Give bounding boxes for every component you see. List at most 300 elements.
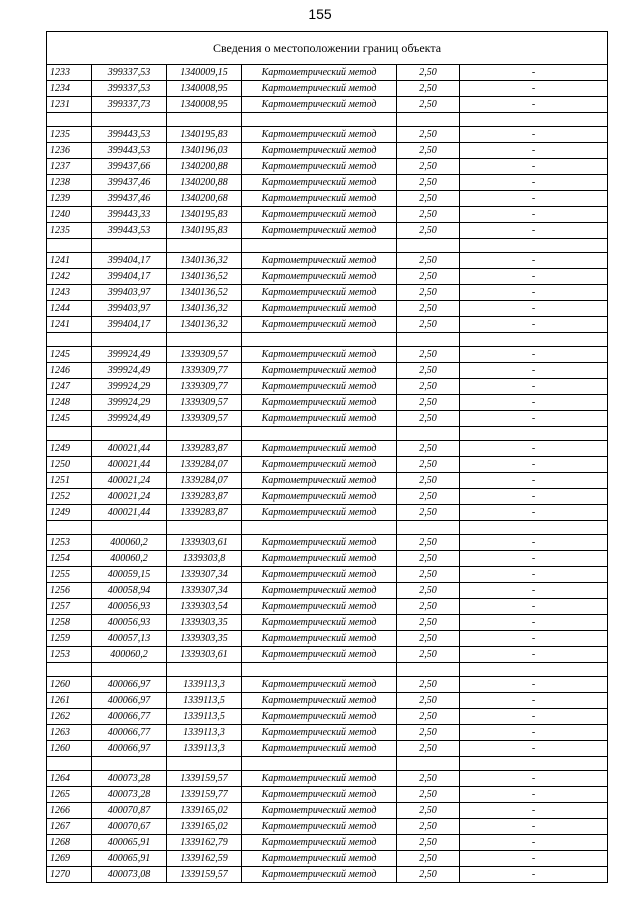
note-cell: - <box>460 631 608 647</box>
group-separator <box>47 113 607 127</box>
x-coordinate-cell: 400066,77 <box>92 725 167 741</box>
separator-cell <box>92 333 167 347</box>
method-cell: Картометрический метод <box>242 835 397 851</box>
accuracy-cell: 2,50 <box>397 567 460 583</box>
table-row <box>47 677 607 693</box>
table-row <box>47 709 607 725</box>
x-coordinate-cell: 400021,44 <box>92 505 167 521</box>
x-coordinate-cell: 399443,53 <box>92 127 167 143</box>
table-row <box>47 81 607 97</box>
y-coordinate-cell: 1339165,02 <box>167 803 242 819</box>
coordinates-table <box>47 65 607 882</box>
table-row <box>47 347 607 363</box>
group-separator <box>47 521 607 535</box>
table-row <box>47 741 607 757</box>
separator-cell <box>397 333 460 347</box>
note-cell: - <box>460 867 608 883</box>
method-cell: Картометрический метод <box>242 489 397 505</box>
method-cell: Картометрический метод <box>242 285 397 301</box>
separator-cell <box>397 757 460 771</box>
method-cell: Картометрический метод <box>242 317 397 333</box>
table-row <box>47 175 607 191</box>
y-coordinate-cell: 1340200,88 <box>167 159 242 175</box>
y-coordinate-cell: 1339113,5 <box>167 709 242 725</box>
table-row <box>47 725 607 741</box>
y-coordinate-cell: 1339303,35 <box>167 615 242 631</box>
note-cell: - <box>460 347 608 363</box>
separator-cell <box>397 239 460 253</box>
point-number-cell: 1243 <box>47 285 92 301</box>
method-cell: Картометрический метод <box>242 787 397 803</box>
note-cell: - <box>460 489 608 505</box>
note-cell: - <box>460 317 608 333</box>
y-coordinate-cell: 1339113,3 <box>167 677 242 693</box>
table-row <box>47 851 607 867</box>
table-row <box>47 127 607 143</box>
separator-cell <box>47 239 92 253</box>
accuracy-cell: 2,50 <box>397 317 460 333</box>
separator-cell <box>460 663 608 677</box>
y-coordinate-cell: 1340136,52 <box>167 285 242 301</box>
x-coordinate-cell: 399443,53 <box>92 143 167 159</box>
table-row <box>47 599 607 615</box>
note-cell: - <box>460 741 608 757</box>
y-coordinate-cell: 1339113,5 <box>167 693 242 709</box>
separator-cell <box>92 521 167 535</box>
x-coordinate-cell: 400065,91 <box>92 851 167 867</box>
separator-cell <box>167 239 242 253</box>
point-number-cell: 1246 <box>47 363 92 379</box>
method-cell: Картометрический метод <box>242 269 397 285</box>
point-number-cell: 1265 <box>47 787 92 803</box>
y-coordinate-cell: 1340200,88 <box>167 175 242 191</box>
y-coordinate-cell: 1339303,61 <box>167 647 242 663</box>
separator-cell <box>167 521 242 535</box>
separator-cell <box>242 663 397 677</box>
y-coordinate-cell: 1339283,87 <box>167 441 242 457</box>
table-row <box>47 803 607 819</box>
table-row <box>47 65 607 81</box>
note-cell: - <box>460 787 608 803</box>
note-cell: - <box>460 143 608 159</box>
method-cell: Картометрический метод <box>242 301 397 317</box>
method-cell: Картометрический метод <box>242 631 397 647</box>
y-coordinate-cell: 1339113,3 <box>167 741 242 757</box>
point-number-cell: 1254 <box>47 551 92 567</box>
x-coordinate-cell: 400021,24 <box>92 489 167 505</box>
x-coordinate-cell: 400056,93 <box>92 599 167 615</box>
table-row <box>47 395 607 411</box>
method-cell: Картометрический метод <box>242 677 397 693</box>
note-cell: - <box>460 599 608 615</box>
x-coordinate-cell: 399443,53 <box>92 223 167 239</box>
separator-cell <box>167 663 242 677</box>
y-coordinate-cell: 1339309,77 <box>167 379 242 395</box>
point-number-cell: 1260 <box>47 677 92 693</box>
accuracy-cell: 2,50 <box>397 285 460 301</box>
x-coordinate-cell: 399337,73 <box>92 97 167 113</box>
y-coordinate-cell: 1340195,83 <box>167 127 242 143</box>
x-coordinate-cell: 400066,97 <box>92 677 167 693</box>
method-cell: Картометрический метод <box>242 127 397 143</box>
accuracy-cell: 2,50 <box>397 253 460 269</box>
method-cell: Картометрический метод <box>242 803 397 819</box>
note-cell: - <box>460 411 608 427</box>
separator-cell <box>92 113 167 127</box>
method-cell: Картометрический метод <box>242 175 397 191</box>
note-cell: - <box>460 677 608 693</box>
point-number-cell: 1257 <box>47 599 92 615</box>
point-number-cell: 1268 <box>47 835 92 851</box>
y-coordinate-cell: 1339307,34 <box>167 567 242 583</box>
x-coordinate-cell: 400059,15 <box>92 567 167 583</box>
y-coordinate-cell: 1339159,57 <box>167 771 242 787</box>
point-number-cell: 1237 <box>47 159 92 175</box>
accuracy-cell: 2,50 <box>397 851 460 867</box>
x-coordinate-cell: 400066,97 <box>92 693 167 709</box>
method-cell: Картометрический метод <box>242 143 397 159</box>
note-cell: - <box>460 851 608 867</box>
method-cell: Картометрический метод <box>242 207 397 223</box>
x-coordinate-cell: 400060,2 <box>92 535 167 551</box>
note-cell: - <box>460 567 608 583</box>
y-coordinate-cell: 1340009,15 <box>167 65 242 81</box>
x-coordinate-cell: 400070,87 <box>92 803 167 819</box>
separator-cell <box>397 427 460 441</box>
note-cell: - <box>460 159 608 175</box>
separator-cell <box>92 427 167 441</box>
table-row <box>47 835 607 851</box>
table-row <box>47 473 607 489</box>
note-cell: - <box>460 583 608 599</box>
method-cell: Картометрический метод <box>242 159 397 175</box>
point-number-cell: 1236 <box>47 143 92 159</box>
x-coordinate-cell: 399924,49 <box>92 363 167 379</box>
table-title: Сведения о местоположении границ объекта <box>47 32 607 65</box>
y-coordinate-cell: 1339283,87 <box>167 489 242 505</box>
method-cell: Картометрический метод <box>242 647 397 663</box>
x-coordinate-cell: 400021,44 <box>92 441 167 457</box>
x-coordinate-cell: 400058,94 <box>92 583 167 599</box>
note-cell: - <box>460 535 608 551</box>
note-cell: - <box>460 771 608 787</box>
point-number-cell: 1250 <box>47 457 92 473</box>
x-coordinate-cell: 400060,2 <box>92 551 167 567</box>
point-number-cell: 1260 <box>47 741 92 757</box>
separator-cell <box>47 757 92 771</box>
separator-cell <box>92 239 167 253</box>
point-number-cell: 1252 <box>47 489 92 505</box>
table-row <box>47 97 607 113</box>
table-row <box>47 379 607 395</box>
method-cell: Картометрический метод <box>242 819 397 835</box>
point-number-cell: 1231 <box>47 97 92 113</box>
table-row <box>47 535 607 551</box>
point-number-cell: 1253 <box>47 647 92 663</box>
accuracy-cell: 2,50 <box>397 269 460 285</box>
method-cell: Картометрический метод <box>242 709 397 725</box>
method-cell: Картометрический метод <box>242 867 397 883</box>
table-row <box>47 631 607 647</box>
x-coordinate-cell: 400056,93 <box>92 615 167 631</box>
accuracy-cell: 2,50 <box>397 301 460 317</box>
y-coordinate-cell: 1340008,95 <box>167 97 242 113</box>
x-coordinate-cell: 400021,24 <box>92 473 167 489</box>
accuracy-cell: 2,50 <box>397 97 460 113</box>
accuracy-cell: 2,50 <box>397 143 460 159</box>
accuracy-cell: 2,50 <box>397 551 460 567</box>
y-coordinate-cell: 1339159,57 <box>167 867 242 883</box>
table-row <box>47 457 607 473</box>
x-coordinate-cell: 399924,29 <box>92 379 167 395</box>
accuracy-cell: 2,50 <box>397 191 460 207</box>
x-coordinate-cell: 399404,17 <box>92 253 167 269</box>
x-coordinate-cell: 399404,17 <box>92 317 167 333</box>
method-cell: Картометрический метод <box>242 535 397 551</box>
y-coordinate-cell: 1340136,32 <box>167 253 242 269</box>
point-number-cell: 1239 <box>47 191 92 207</box>
point-number-cell: 1251 <box>47 473 92 489</box>
group-separator <box>47 757 607 771</box>
separator-cell <box>242 113 397 127</box>
y-coordinate-cell: 1340200,68 <box>167 191 242 207</box>
method-cell: Картометрический метод <box>242 851 397 867</box>
method-cell: Картометрический метод <box>242 693 397 709</box>
y-coordinate-cell: 1340195,83 <box>167 207 242 223</box>
point-number-cell: 1261 <box>47 693 92 709</box>
separator-cell <box>397 663 460 677</box>
table-row <box>47 567 607 583</box>
accuracy-cell: 2,50 <box>397 223 460 239</box>
accuracy-cell: 2,50 <box>397 615 460 631</box>
accuracy-cell: 2,50 <box>397 599 460 615</box>
accuracy-cell: 2,50 <box>397 411 460 427</box>
note-cell: - <box>460 285 608 301</box>
group-separator <box>47 239 607 253</box>
note-cell: - <box>460 207 608 223</box>
y-coordinate-cell: 1339309,57 <box>167 411 242 427</box>
accuracy-cell: 2,50 <box>397 81 460 97</box>
x-coordinate-cell: 400066,97 <box>92 741 167 757</box>
x-coordinate-cell: 399924,29 <box>92 395 167 411</box>
y-coordinate-cell: 1339309,57 <box>167 347 242 363</box>
note-cell: - <box>460 65 608 81</box>
note-cell: - <box>460 725 608 741</box>
y-coordinate-cell: 1339165,02 <box>167 819 242 835</box>
note-cell: - <box>460 175 608 191</box>
point-number-cell: 1266 <box>47 803 92 819</box>
x-coordinate-cell: 399337,53 <box>92 81 167 97</box>
accuracy-cell: 2,50 <box>397 709 460 725</box>
accuracy-cell: 2,50 <box>397 631 460 647</box>
note-cell: - <box>460 441 608 457</box>
point-number-cell: 1270 <box>47 867 92 883</box>
method-cell: Картометрический метод <box>242 81 397 97</box>
point-number-cell: 1262 <box>47 709 92 725</box>
accuracy-cell: 2,50 <box>397 175 460 191</box>
point-number-cell: 1256 <box>47 583 92 599</box>
y-coordinate-cell: 1339309,57 <box>167 395 242 411</box>
method-cell: Картометрический метод <box>242 191 397 207</box>
method-cell: Картометрический метод <box>242 551 397 567</box>
method-cell: Картометрический метод <box>242 253 397 269</box>
method-cell: Картометрический метод <box>242 741 397 757</box>
accuracy-cell: 2,50 <box>397 473 460 489</box>
separator-cell <box>460 239 608 253</box>
group-separator <box>47 333 607 347</box>
note-cell: - <box>460 363 608 379</box>
point-number-cell: 1241 <box>47 317 92 333</box>
method-cell: Картометрический метод <box>242 457 397 473</box>
x-coordinate-cell: 400066,77 <box>92 709 167 725</box>
table-row <box>47 285 607 301</box>
table-row <box>47 143 607 159</box>
group-separator <box>47 663 607 677</box>
method-cell: Картометрический метод <box>242 441 397 457</box>
separator-cell <box>167 333 242 347</box>
y-coordinate-cell: 1340195,83 <box>167 223 242 239</box>
y-coordinate-cell: 1339307,34 <box>167 583 242 599</box>
accuracy-cell: 2,50 <box>397 725 460 741</box>
point-number-cell: 1233 <box>47 65 92 81</box>
point-number-cell: 1244 <box>47 301 92 317</box>
y-coordinate-cell: 1340136,52 <box>167 269 242 285</box>
separator-cell <box>242 333 397 347</box>
separator-cell <box>47 427 92 441</box>
x-coordinate-cell: 400065,91 <box>92 835 167 851</box>
point-number-cell: 1258 <box>47 615 92 631</box>
note-cell: - <box>460 301 608 317</box>
method-cell: Картометрический метод <box>242 363 397 379</box>
accuracy-cell: 2,50 <box>397 693 460 709</box>
point-number-cell: 1245 <box>47 411 92 427</box>
method-cell: Картометрический метод <box>242 505 397 521</box>
y-coordinate-cell: 1339284,07 <box>167 473 242 489</box>
point-number-cell: 1255 <box>47 567 92 583</box>
method-cell: Картометрический метод <box>242 65 397 81</box>
note-cell: - <box>460 709 608 725</box>
method-cell: Картометрический метод <box>242 379 397 395</box>
table-row <box>47 191 607 207</box>
point-number-cell: 1267 <box>47 819 92 835</box>
accuracy-cell: 2,50 <box>397 771 460 787</box>
point-number-cell: 1253 <box>47 535 92 551</box>
method-cell: Картометрический метод <box>242 347 397 363</box>
accuracy-cell: 2,50 <box>397 489 460 505</box>
coordinates-table-body <box>47 65 607 882</box>
x-coordinate-cell: 399443,33 <box>92 207 167 223</box>
table-row <box>47 583 607 599</box>
accuracy-cell: 2,50 <box>397 803 460 819</box>
method-cell: Картометрический метод <box>242 771 397 787</box>
x-coordinate-cell: 400070,67 <box>92 819 167 835</box>
y-coordinate-cell: 1339162,59 <box>167 851 242 867</box>
table-row <box>47 505 607 521</box>
table-row <box>47 867 607 883</box>
accuracy-cell: 2,50 <box>397 159 460 175</box>
table-row <box>47 253 607 269</box>
point-number-cell: 1235 <box>47 223 92 239</box>
separator-cell <box>167 427 242 441</box>
note-cell: - <box>460 647 608 663</box>
point-number-cell: 1241 <box>47 253 92 269</box>
y-coordinate-cell: 1339303,61 <box>167 535 242 551</box>
x-coordinate-cell: 399437,46 <box>92 191 167 207</box>
table-row <box>47 301 607 317</box>
accuracy-cell: 2,50 <box>397 395 460 411</box>
x-coordinate-cell: 399437,46 <box>92 175 167 191</box>
x-coordinate-cell: 400073,28 <box>92 787 167 803</box>
x-coordinate-cell: 399403,97 <box>92 285 167 301</box>
x-coordinate-cell: 400057,13 <box>92 631 167 647</box>
separator-cell <box>460 427 608 441</box>
accuracy-cell: 2,50 <box>397 647 460 663</box>
note-cell: - <box>460 803 608 819</box>
note-cell: - <box>460 253 608 269</box>
table-row <box>47 787 607 803</box>
point-number-cell: 1242 <box>47 269 92 285</box>
y-coordinate-cell: 1339162,79 <box>167 835 242 851</box>
accuracy-cell: 2,50 <box>397 819 460 835</box>
y-coordinate-cell: 1339283,87 <box>167 505 242 521</box>
table-row <box>47 771 607 787</box>
note-cell: - <box>460 269 608 285</box>
table-row <box>47 159 607 175</box>
separator-cell <box>242 757 397 771</box>
x-coordinate-cell: 399924,49 <box>92 411 167 427</box>
method-cell: Картометрический метод <box>242 411 397 427</box>
table-row <box>47 363 607 379</box>
separator-cell <box>460 521 608 535</box>
separator-cell <box>242 239 397 253</box>
accuracy-cell: 2,50 <box>397 583 460 599</box>
x-coordinate-cell: 399337,53 <box>92 65 167 81</box>
note-cell: - <box>460 379 608 395</box>
x-coordinate-cell: 400073,28 <box>92 771 167 787</box>
y-coordinate-cell: 1339303,35 <box>167 631 242 647</box>
table-row <box>47 269 607 285</box>
accuracy-cell: 2,50 <box>397 677 460 693</box>
separator-cell <box>460 113 608 127</box>
point-number-cell: 1247 <box>47 379 92 395</box>
accuracy-cell: 2,50 <box>397 505 460 521</box>
note-cell: - <box>460 835 608 851</box>
separator-cell <box>167 113 242 127</box>
table-row <box>47 551 607 567</box>
method-cell: Картометрический метод <box>242 615 397 631</box>
method-cell: Картометрический метод <box>242 223 397 239</box>
x-coordinate-cell: 400060,2 <box>92 647 167 663</box>
separator-cell <box>47 521 92 535</box>
note-cell: - <box>460 505 608 521</box>
note-cell: - <box>460 819 608 835</box>
point-number-cell: 1235 <box>47 127 92 143</box>
x-coordinate-cell: 399404,17 <box>92 269 167 285</box>
note-cell: - <box>460 97 608 113</box>
y-coordinate-cell: 1340136,32 <box>167 317 242 333</box>
point-number-cell: 1263 <box>47 725 92 741</box>
method-cell: Картометрический метод <box>242 473 397 489</box>
y-coordinate-cell: 1339113,3 <box>167 725 242 741</box>
table-row <box>47 411 607 427</box>
accuracy-cell: 2,50 <box>397 835 460 851</box>
note-cell: - <box>460 395 608 411</box>
table-row <box>47 489 607 505</box>
x-coordinate-cell: 399924,49 <box>92 347 167 363</box>
accuracy-cell: 2,50 <box>397 363 460 379</box>
x-coordinate-cell: 399437,66 <box>92 159 167 175</box>
accuracy-cell: 2,50 <box>397 457 460 473</box>
